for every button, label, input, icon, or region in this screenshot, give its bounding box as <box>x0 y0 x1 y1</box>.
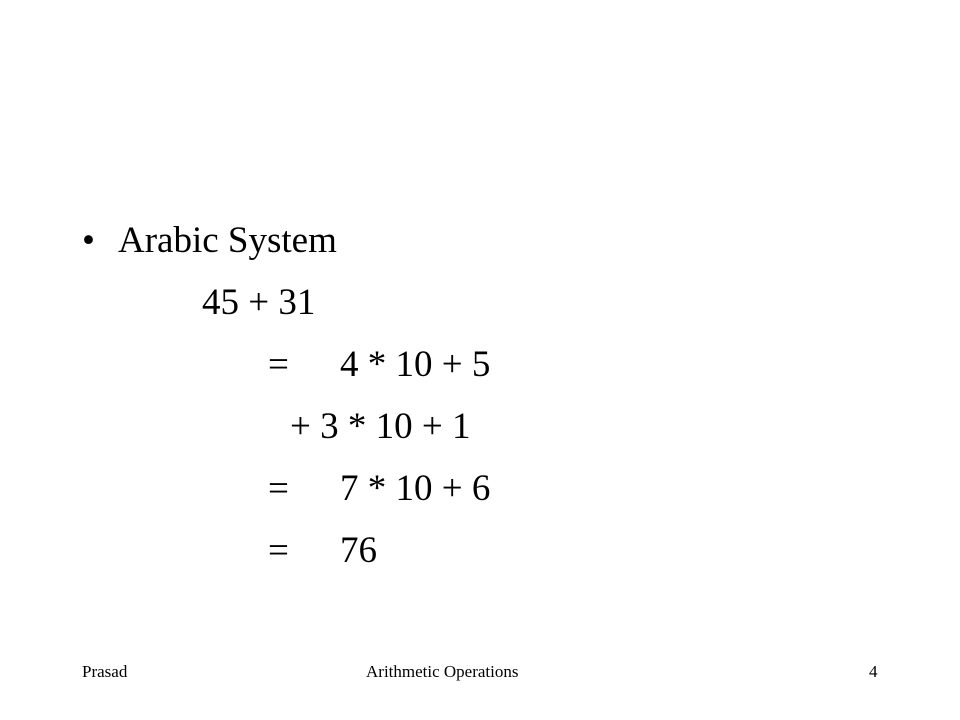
equals-sign: = <box>268 344 289 385</box>
equation-expression: 45 + 31 <box>202 282 316 323</box>
equation-expression: 76 <box>340 530 377 571</box>
bullet-heading: Arabic System <box>118 220 337 261</box>
equation-expression: 4 * 10 + 5 <box>340 344 491 385</box>
equation-expression: 7 * 10 + 6 <box>340 468 491 509</box>
equation-expression: + 3 * 10 + 1 <box>290 406 471 447</box>
footer-title: Arithmetic Operations <box>366 662 519 681</box>
footer-author: Prasad <box>82 662 128 681</box>
footer-page-number: 4 <box>869 662 878 681</box>
equation-line-1 <box>202 278 315 328</box>
equals-sign: = <box>268 468 289 509</box>
bullet-item <box>82 216 337 266</box>
bullet-icon: • <box>82 220 95 261</box>
equation-line-3 <box>290 402 470 452</box>
equals-sign: = <box>268 530 289 571</box>
